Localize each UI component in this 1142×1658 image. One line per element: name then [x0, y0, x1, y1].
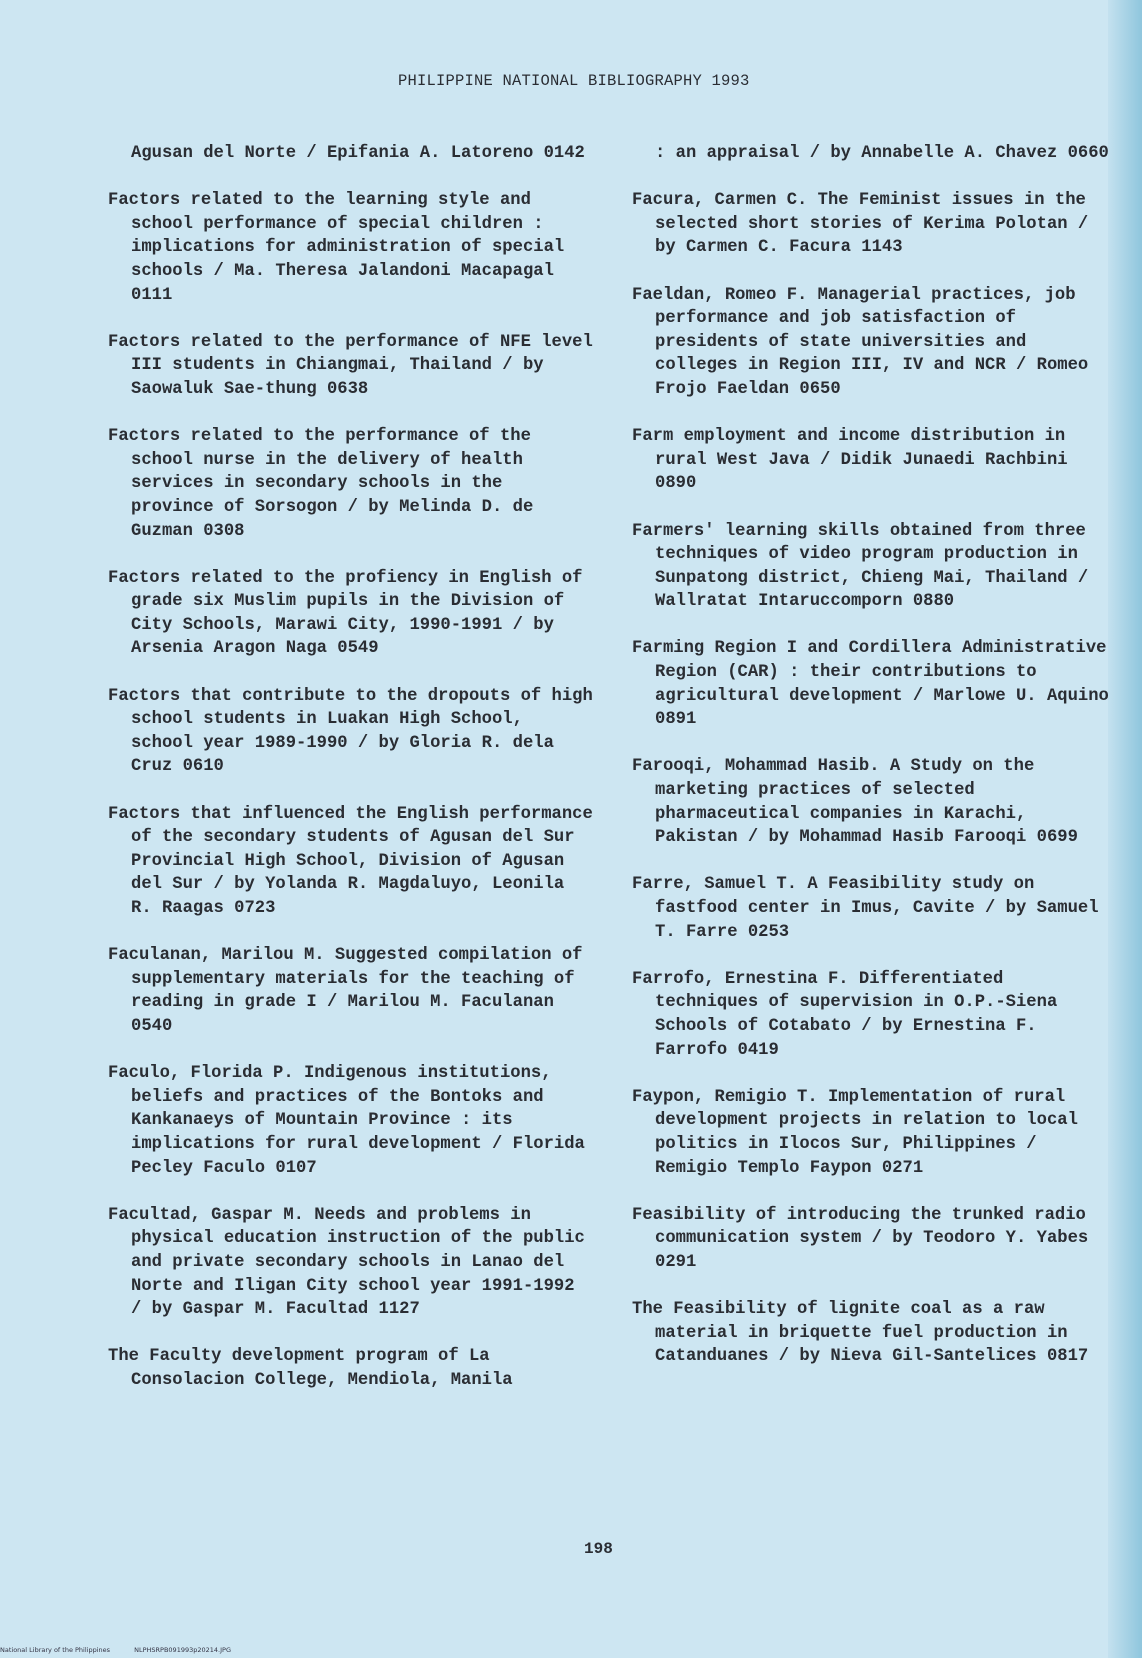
left-column — [108, 142, 594, 1416]
scan-footer — [0, 1646, 253, 1654]
right-column — [632, 142, 1110, 1392]
bibliography-entry: : an appraisal / by Annabelle A. Chavez 0660 — [655, 144, 1109, 163]
footer-library: National Library of the Philippines — [0, 1646, 111, 1654]
bibliography-entry: Agusan del Norte / Epifania A. Latoreno 0142 — [131, 144, 585, 163]
bibliography-entry: Factors that influenced the English performance of the secondary students of Agusan del Sur Provincial High School, Division of Agusan del Sur / by Yolanda R. Magdaluyo, Leonila R. Raagas 0723 — [108, 804, 593, 918]
bibliography-entry: The Faculty development program of La Consolacion College, Mendiola, Manila — [108, 1347, 513, 1390]
bibliography-entry: Factors related to the profiency in English of grade six Muslim pupils in the Division of City Schools, Marawi City, 1990-1991 / by Arsenia Aragon Naga 0549 — [108, 568, 583, 659]
bibliography-entry: Faculanan, Marilou M. Suggested compilation of supplementary materials for the teaching of reading in grade I / Marilou M. Faculanan 0540 — [108, 946, 583, 1036]
page-edge-shadow — [1108, 0, 1142, 1658]
bibliography-entry: Farming Region I and Cordillera Administrative Region (CAR) : their contributions to agricultural development / Marlowe U. Aquino 0891 — [632, 639, 1109, 730]
bibliography-entry: Factors related to the performance of NFE level III students in Chiangmai, Thailand / by Saowaluk Sae-thung 0638 — [108, 332, 593, 399]
bibliography-entry: Faypon, Remigio T. Implementation of rural development projects in relation to local politics in Ilocos Sur, Philippines / Remigio Templo Faypon 0271 — [632, 1087, 1078, 1178]
bibliography-entry: Factors that contribute to the dropouts of high school students in Luakan High School, school year 1989-1990 / by Gloria R. dela Cruz 0610 — [108, 686, 593, 777]
page-number: 198 — [584, 1540, 613, 1558]
bibliography-entry: The Feasibility of lignite coal as a raw material in briquette fuel production in Catanduanes / by Nieva Gil-Santelices 0817 — [632, 1300, 1089, 1367]
footer-filename: NLPHSRPB091993p20214.JPG — [134, 1646, 231, 1654]
bibliography-entry: Feasibility of introducing the trunked radio communication system / by Teodoro Y. Yabes 0291 — [632, 1205, 1089, 1272]
bibliography-entry: Farrofo, Ernestina F. Differentiated techniques of supervision in O.P.-Siena Schools of Cotabato / by Ernestina F. Farrofo 0419 — [632, 969, 1058, 1060]
bibliography-entry: Factors related to the performance of the school nurse in the delivery of health services in secondary schools in the province of Sorsogon / by Melinda D. de Guzman 0308 — [108, 427, 534, 541]
bibliography-entry: Faeldan, Romeo F. Managerial practices, job performance and job satisfaction of presidents of state universities and colleges in Region III, IV and NCR / Romeo Frojo Faeldan 0650 — [632, 285, 1089, 399]
bibliography-entry: Factors related to the learning style and school performance of special children : implications for administration of special schools / Ma. Theresa Jalandoni Macapagal 0111 — [108, 191, 565, 305]
bibliography-entry: Facura, Carmen C. The Feminist issues in the selected short stories of Kerima Polotan / by Carmen C. Facura 1143 — [632, 191, 1089, 258]
bibliography-entry: Farmers' learning skills obtained from three techniques of video program production in Sunpatong district, Chieng Mai, Thailand / Wallratat Intaruccomporn 0880 — [632, 521, 1089, 612]
bibliography-entry: Facultad, Gaspar M. Needs and problems in physical education instruction of the public and private secondary schools in Lanao del Norte and Iligan City school year 1991-1992 / by Gaspar M. Facultad 1127 — [108, 1205, 585, 1320]
bibliography-entry: Faculo, Florida P. Indigenous institutions, beliefs and practices of the Bontoks and Kankanaeys of Mountain Province : its implications for rural development / Florida Pecley Faculo 0107 — [108, 1064, 585, 1178]
bibliography-entry: Farre, Samuel T. A Feasibility study on fastfood center in Imus, Cavite / by Samuel T. Farre 0253 — [632, 875, 1099, 942]
bibliography-entry: Farooqi, Mohammad Hasib. A Study on the marketing practices of selected pharmaceutical companies in Karachi, Pakistan / by Mohammad Hasib Farooqi 0699 — [632, 757, 1078, 848]
page-header: PHILIPPINE NATIONAL BIBLIOGRAPHY 1993 — [398, 72, 750, 90]
bibliography-entry: Farm employment and income distribution in rural West Java / Didik Junaedi Rachbini 0890 — [632, 427, 1068, 494]
